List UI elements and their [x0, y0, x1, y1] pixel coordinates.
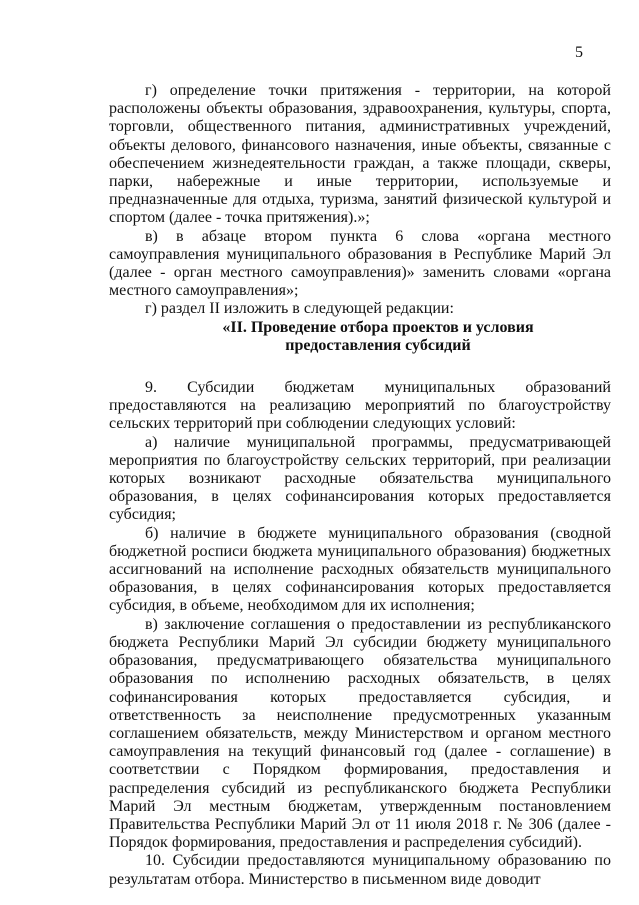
paragraph-item-9: 9. Субсидии бюджетам муниципальных образований предоставляются на реализацию мероприятий по благоустройству сельских территорий при соблюдении следующих условий: — [109, 379, 611, 433]
paragraph-g-attraction-point: г) определение точки притяжения - территории, на которой расположены объекты образования, здравоохранения, культуры, спорта, торговли, общественного питания, административных учреждений, объекты делового, финансового назначения, иные объекты, связанные с обеспечением жизнедеятельности граждан, а также площади, скверы, парки, набережные и иные территории, используемые и предназначенные для отдыха, туризма, занятий физической культурой и спортом (далее - точка притяжения).»; — [109, 82, 611, 227]
paragraph-item-10: 10. Субсидии предоставляются муниципальному образованию по результатам отбора. Министерство в письменном виде доводит — [109, 852, 611, 888]
paragraph-v-amendment: в) в абзаце втором пункта 6 слова «органа местного самоуправления муниципального образования в Республике Марий Эл (далее - орган местного самоуправления)» заменить словами «органа местного самоуправления»; — [109, 227, 611, 300]
paragraph-g-section-ii: г) раздел II изложить в следующей редакции: — [145, 300, 454, 318]
paragraph-condition-b: б) наличие в бюджете муниципального образования (сводной бюджетной росписи бюджета муниципального образования) бюджетных ассигнований на исполнение расходных обязательств муниципального образования, в целях софинансирования которых предоставляется субсидия, в объеме, необходимом для их исполнения; — [109, 524, 611, 615]
page-number: 5 — [575, 44, 583, 61]
section-heading — [109, 319, 611, 355]
section-spacer — [109, 355, 611, 379]
section-heading-line-2: предоставления субсидий — [285, 336, 471, 354]
paragraph-condition-a: а) наличие муниципальной программы, предусматривающей мероприятия по благоустройству сельских территорий, при реализации которых возникают расходные обязательства муниципального образования, в целях софинансирования которых предоставляется субсидия; — [109, 433, 611, 524]
section-heading-line-1: «II. Проведение отбора проектов и условия — [222, 318, 534, 336]
paragraph-condition-v: в) заключение соглашения о предоставлении из республиканского бюджета Республики Марий Эл субсидии бюджету муниципального образования, предусматривающего обязательства муниципального образования по исполнению расходных обязательств, в целях софинансирования которых предоставляется субсидия, и ответственность за неисполнение предусмотренных указанным соглашением обязательств, между Министерством и органом местного самоуправления на текущий финансовый год (далее - соглашение) в соответствии с Порядком формирования, предоставления и распределения субсидий из республиканского бюджета Республики Марий Эл местным бюджетам, утвержденным постановлением Правительства Республики Марий Эл от 11 июля 2018 г. № 306 (далее - Порядок формирования, предоставления и распределения субсидий). — [109, 615, 611, 852]
